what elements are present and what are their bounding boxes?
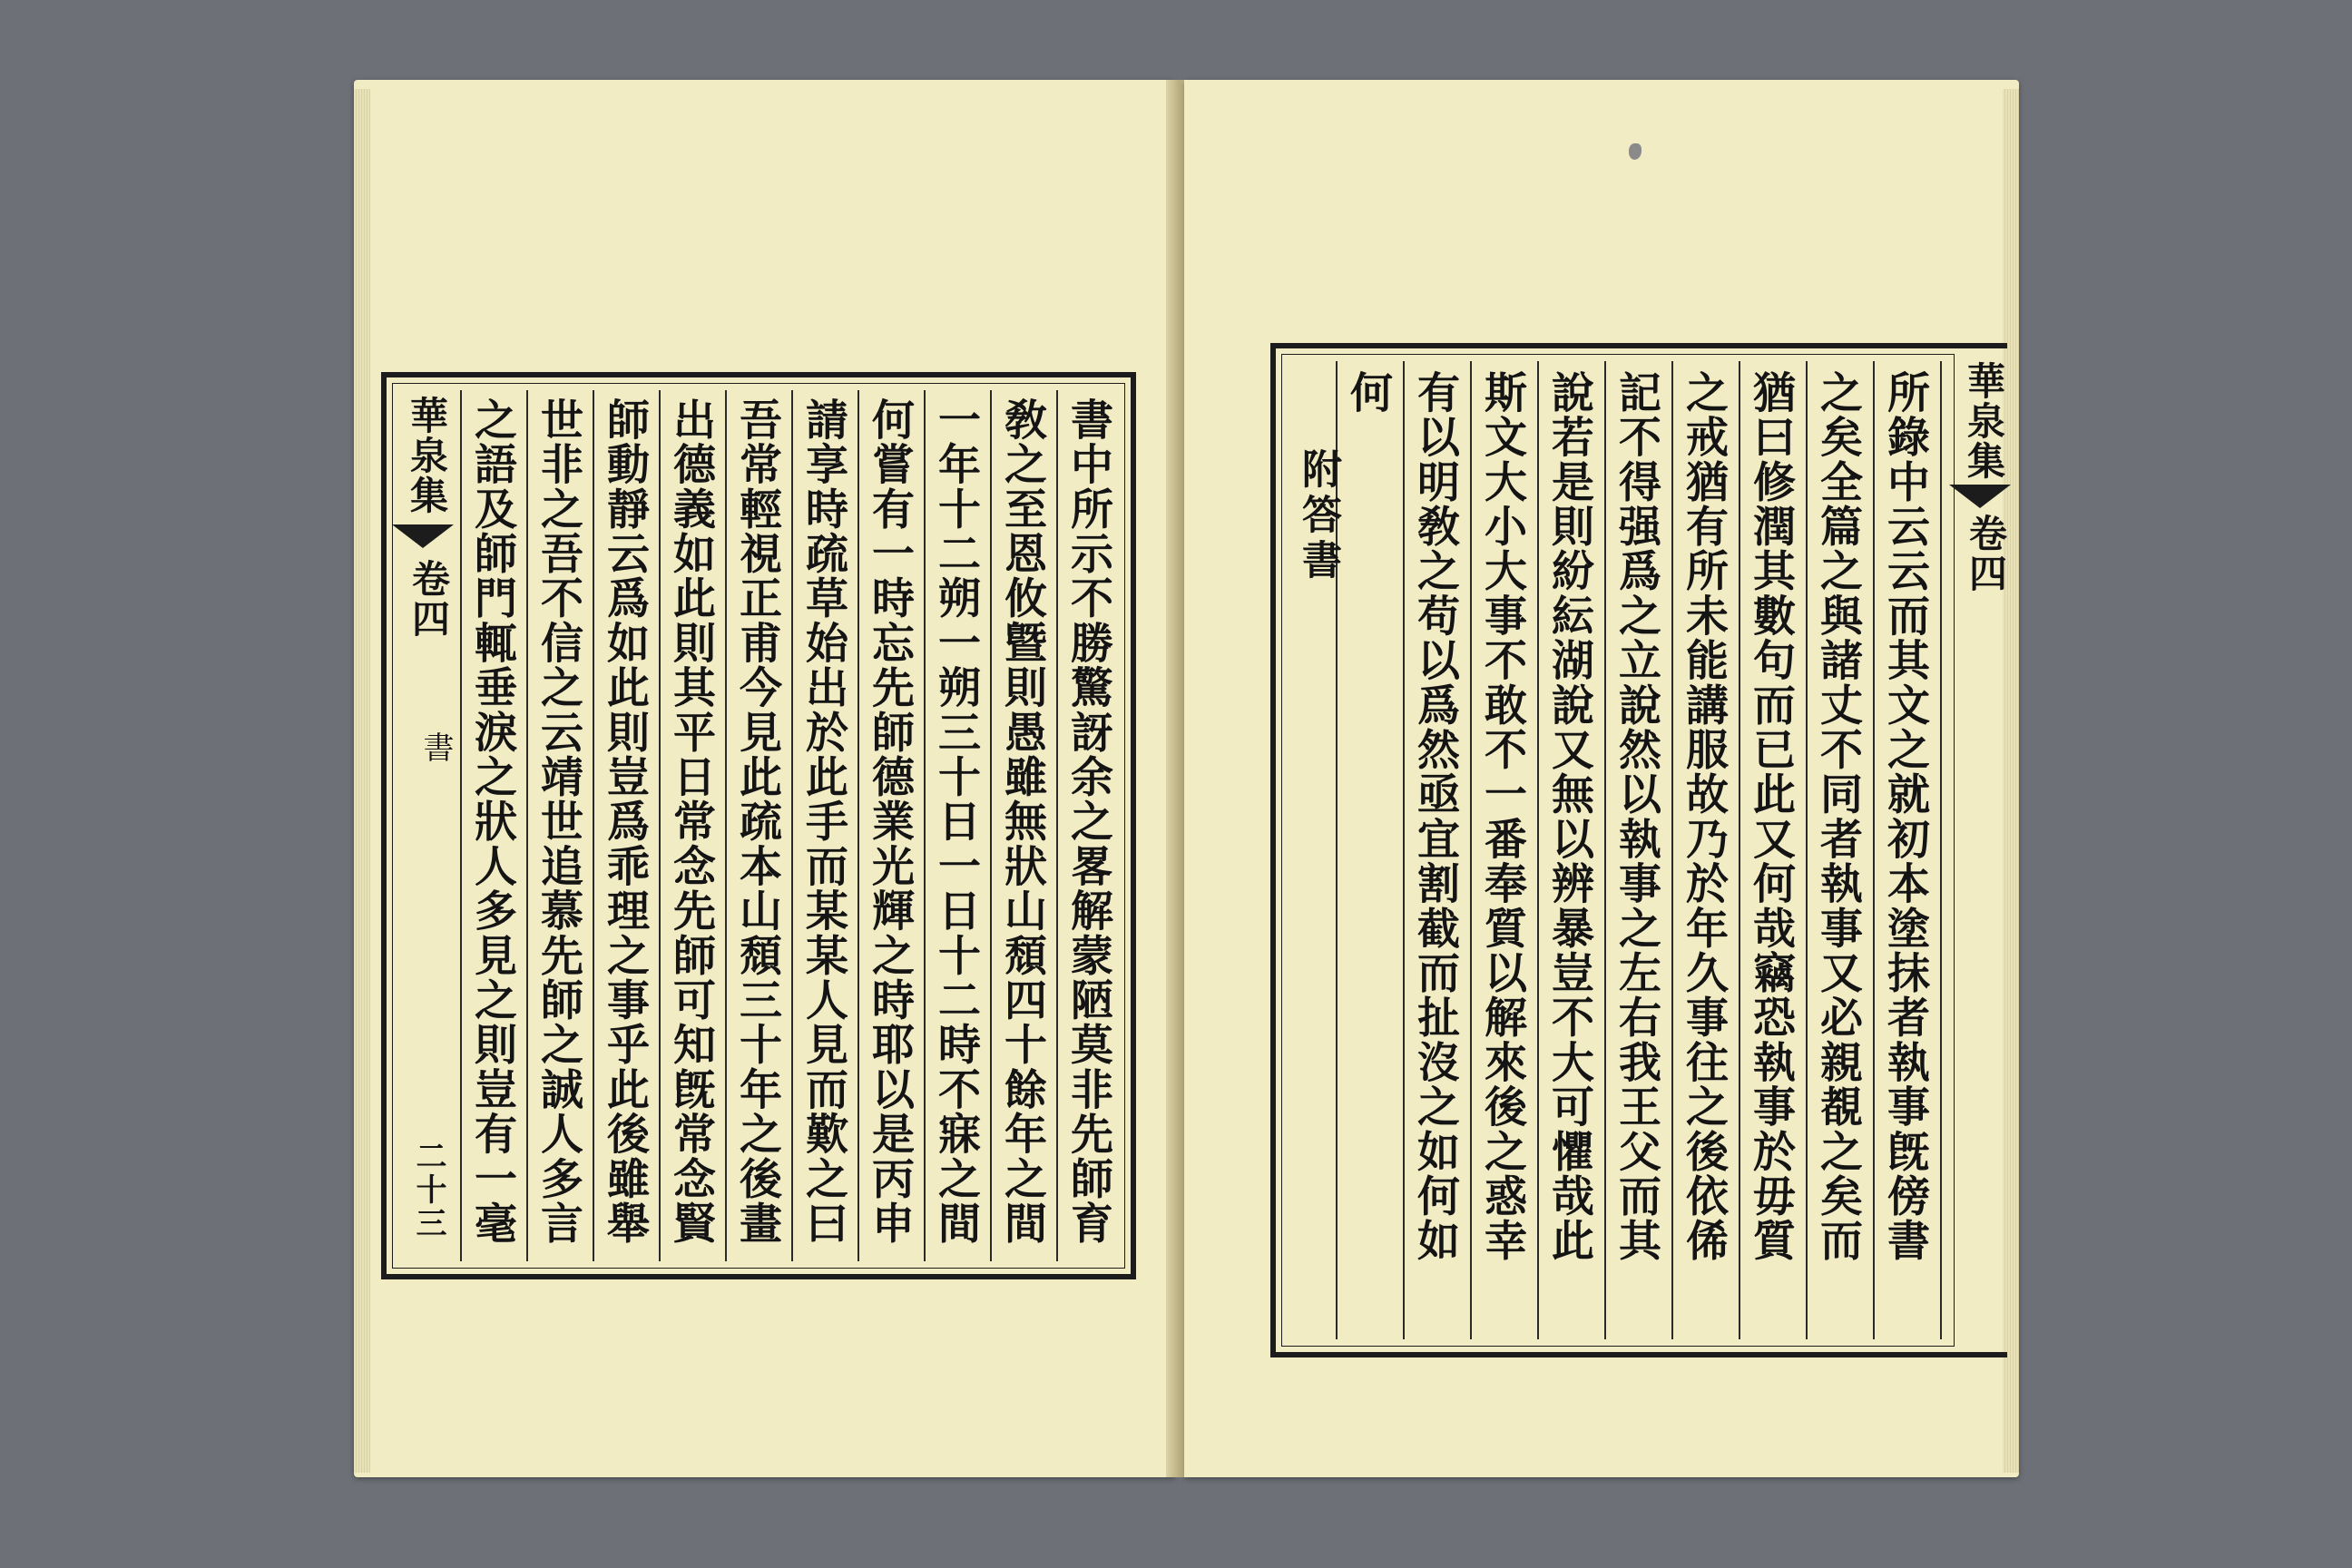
column-rule (1873, 361, 1875, 1339)
text-column-2: 之矣全篇之與諸丈不同者執事又必親覩之矣而 (1813, 370, 1863, 1263)
page-number: 二十三 (410, 1140, 446, 1240)
left-text-frame (381, 372, 1136, 1279)
left-page-edge (354, 89, 370, 1473)
margin-volume: 卷四 (407, 559, 451, 639)
column-rule (1940, 361, 1942, 1339)
text-column-1: 所錄中云云而其文之就初本塗抹者執事旣傍書 (1880, 370, 1930, 1263)
text-column-8: 師動靜云爲如此則豈爲乖理之事乎此後雖舉 (600, 397, 650, 1246)
text-column-5: 請享時疏草始出於此手而某某人見而歎之曰 (799, 397, 848, 1246)
column-rule (990, 390, 992, 1261)
left-page (354, 80, 1175, 1477)
text-column-7: 出德義如此則其平日常念先師可知旣常念賢 (666, 397, 716, 1246)
column-rule (924, 390, 926, 1261)
text-column-10: 之語及師門輒垂淚之狀人多見之則豈有一毫 (467, 397, 517, 1246)
column-rule (593, 390, 594, 1261)
margin-title: 華泉集 (1962, 361, 2006, 481)
text-column-1: 書中所示不勝驚訝余之畧解蒙陋莫非先師育 (1063, 397, 1113, 1246)
right-margin-strip (1953, 343, 2007, 1357)
text-column-3: 一年十二朔一朔三十日一日十二時不寐之間 (931, 397, 981, 1246)
margin-title: 華泉集 (405, 396, 449, 515)
margin-volume: 卷四 (1964, 514, 2008, 593)
column-rule (1470, 361, 1472, 1339)
text-column-3: 猶曰修潤其數句而已此又何哉竊恐執事於毋質 (1746, 370, 1796, 1263)
column-rule (526, 390, 528, 1261)
margin-section: 書 (417, 731, 454, 762)
column-rule (460, 390, 462, 1261)
right-text-frame (1270, 343, 1953, 1357)
fishtail-mark (1949, 485, 2011, 508)
column-rule (858, 390, 859, 1261)
column-rule (1806, 361, 1808, 1339)
column-rule (1604, 361, 1606, 1339)
column-rule (1537, 361, 1539, 1339)
column-rule (791, 390, 793, 1261)
text-column-5: 記不得强爲之立說然以執事之左右我王父而其 (1612, 370, 1661, 1263)
column-rule (1739, 361, 1740, 1339)
text-column-7: 斯文大小大事不敢不一番奉質以解來後之惑幸 (1477, 370, 1527, 1263)
text-column-4: 之戒猶有所未能講服故乃於年久事往之後依俙 (1679, 370, 1729, 1263)
text-column-6: 吾常輕視正甫今見此疏本山頹三十年之後畫 (732, 397, 782, 1246)
column-rule (1056, 390, 1058, 1261)
column-rule (1403, 361, 1405, 1339)
text-column-9: 何 (1343, 370, 1393, 416)
column-rule (659, 390, 661, 1261)
text-column-6: 說若是則紛紜湖說又無以辨暴豈不大可懼哉此 (1544, 370, 1594, 1263)
paper-spot (1629, 143, 1642, 160)
text-column-9: 世非之吾不信之云靖世追慕先師之誠人多言 (534, 397, 583, 1246)
column-rule (725, 390, 727, 1261)
text-column-4: 何嘗有一時忘先師德業光輝之時耶以是丙申 (865, 397, 915, 1246)
fishtail-mark (392, 524, 454, 548)
text-column-8: 有以明敎之苟以爲然亟宜割截而扯沒之如何如 (1410, 370, 1460, 1263)
section-heading: 附答書 (1295, 448, 1341, 584)
column-rule (1671, 361, 1673, 1339)
text-column-2: 敎之至恩攸曁則愚雖無狀山頹四十餘年之間 (997, 397, 1047, 1246)
